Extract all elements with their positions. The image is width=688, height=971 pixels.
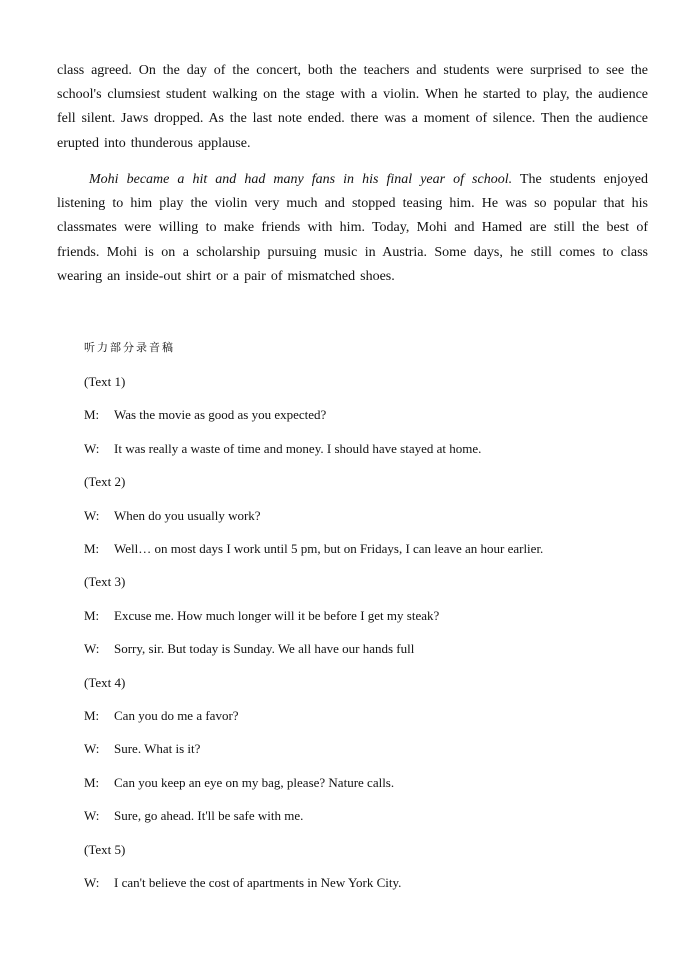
- speaker-label: M:: [84, 607, 100, 623]
- dialogue-text: Sure, go ahead. It'll be safe with me.: [114, 808, 304, 824]
- speaker-label: M:: [84, 708, 100, 723]
- story-paragraph-1: class agreed. On the day of the concert, both the teachers and students were surprised to see the school's clumsiest student walking on the stage with a violin. When he started to play, the audience fell silent. Jaws dropped. As the last note ended. there was a moment of silence. Then the audience erupted into thunderous applause.: [57, 63, 648, 151]
- story-paragraph-2-lead: Mohi became a hit and had many fans in his final year of school.: [89, 172, 513, 187]
- story-paragraph-2-rest: The students enjoyed listening to him play the violin very much and stopped teasing him. He was so popular that his classmates were willing to make friends with him. Today, Mohi and Hamed are still the best of friends. Mohi is on a scholarship pursuing music in Austria. Some days, he still comes to class wearing an inside-out shirt or a pair of mismatched shoes.: [57, 172, 648, 284]
- transcript-dialogue-line: [84, 740, 200, 758]
- dialogue-text: I can't believe the cost of apartments in New York City.: [114, 875, 402, 890]
- dialogue-text: Sorry, sir. But today is Sunday. We all have our hands full: [114, 641, 415, 657]
- transcript-dialogue-line: [84, 774, 394, 792]
- speaker-label: W:: [84, 507, 100, 523]
- dialogue-text: Well… on most days I work until 5 pm, but on Fridays, I can leave an hour earlier.: [114, 541, 544, 556]
- speaker-label: W:: [84, 741, 100, 757]
- dialogue-text: It was really a waste of time and money. I should have stayed at home.: [114, 440, 482, 456]
- speaker-label: M:: [84, 407, 100, 423]
- dialogue-text: Was the movie as good as you expected?: [114, 407, 327, 423]
- transcript-section-label: (Text 5): [84, 841, 126, 857]
- transcript-section-label: (Text 1): [84, 374, 126, 389]
- speaker-label: W:: [84, 808, 100, 824]
- transcript-dialogue-line: [84, 807, 303, 825]
- transcript-dialogue-line: [84, 440, 481, 458]
- speaker-label: W:: [84, 440, 100, 456]
- transcript-dialogue-line: [84, 406, 326, 424]
- dialogue-text: When do you usually work?: [114, 507, 261, 523]
- speaker-label: M:: [84, 774, 100, 790]
- transcript-section-label: (Text 3): [84, 574, 126, 590]
- dialogue-text: Excuse me. How much longer will it be before I get my steak?: [114, 607, 440, 623]
- dialogue-text: Can you keep an eye on my bag, please? Nature calls.: [114, 774, 395, 790]
- transcript-heading: 听力部分录音稿: [84, 341, 175, 354]
- transcript-dialogue-line: [84, 707, 239, 725]
- transcript-dialogue-line: [84, 640, 414, 658]
- transcript-section-label: (Text 4): [84, 674, 126, 690]
- transcript-dialogue-line: [84, 874, 401, 892]
- transcript-section-label: (Text 2): [84, 474, 126, 490]
- transcript-dialogue-line: [84, 607, 439, 625]
- speaker-label: W:: [84, 875, 100, 890]
- dialogue-text: Can you do me a favor?: [114, 708, 239, 723]
- story-paragraph-2: [57, 168, 648, 289]
- speaker-label: W:: [84, 641, 100, 657]
- speaker-label: M:: [84, 541, 100, 556]
- transcript-dialogue-line: [84, 540, 543, 558]
- dialogue-text: Sure. What is it?: [114, 741, 201, 757]
- transcript-dialogue-line: [84, 507, 261, 525]
